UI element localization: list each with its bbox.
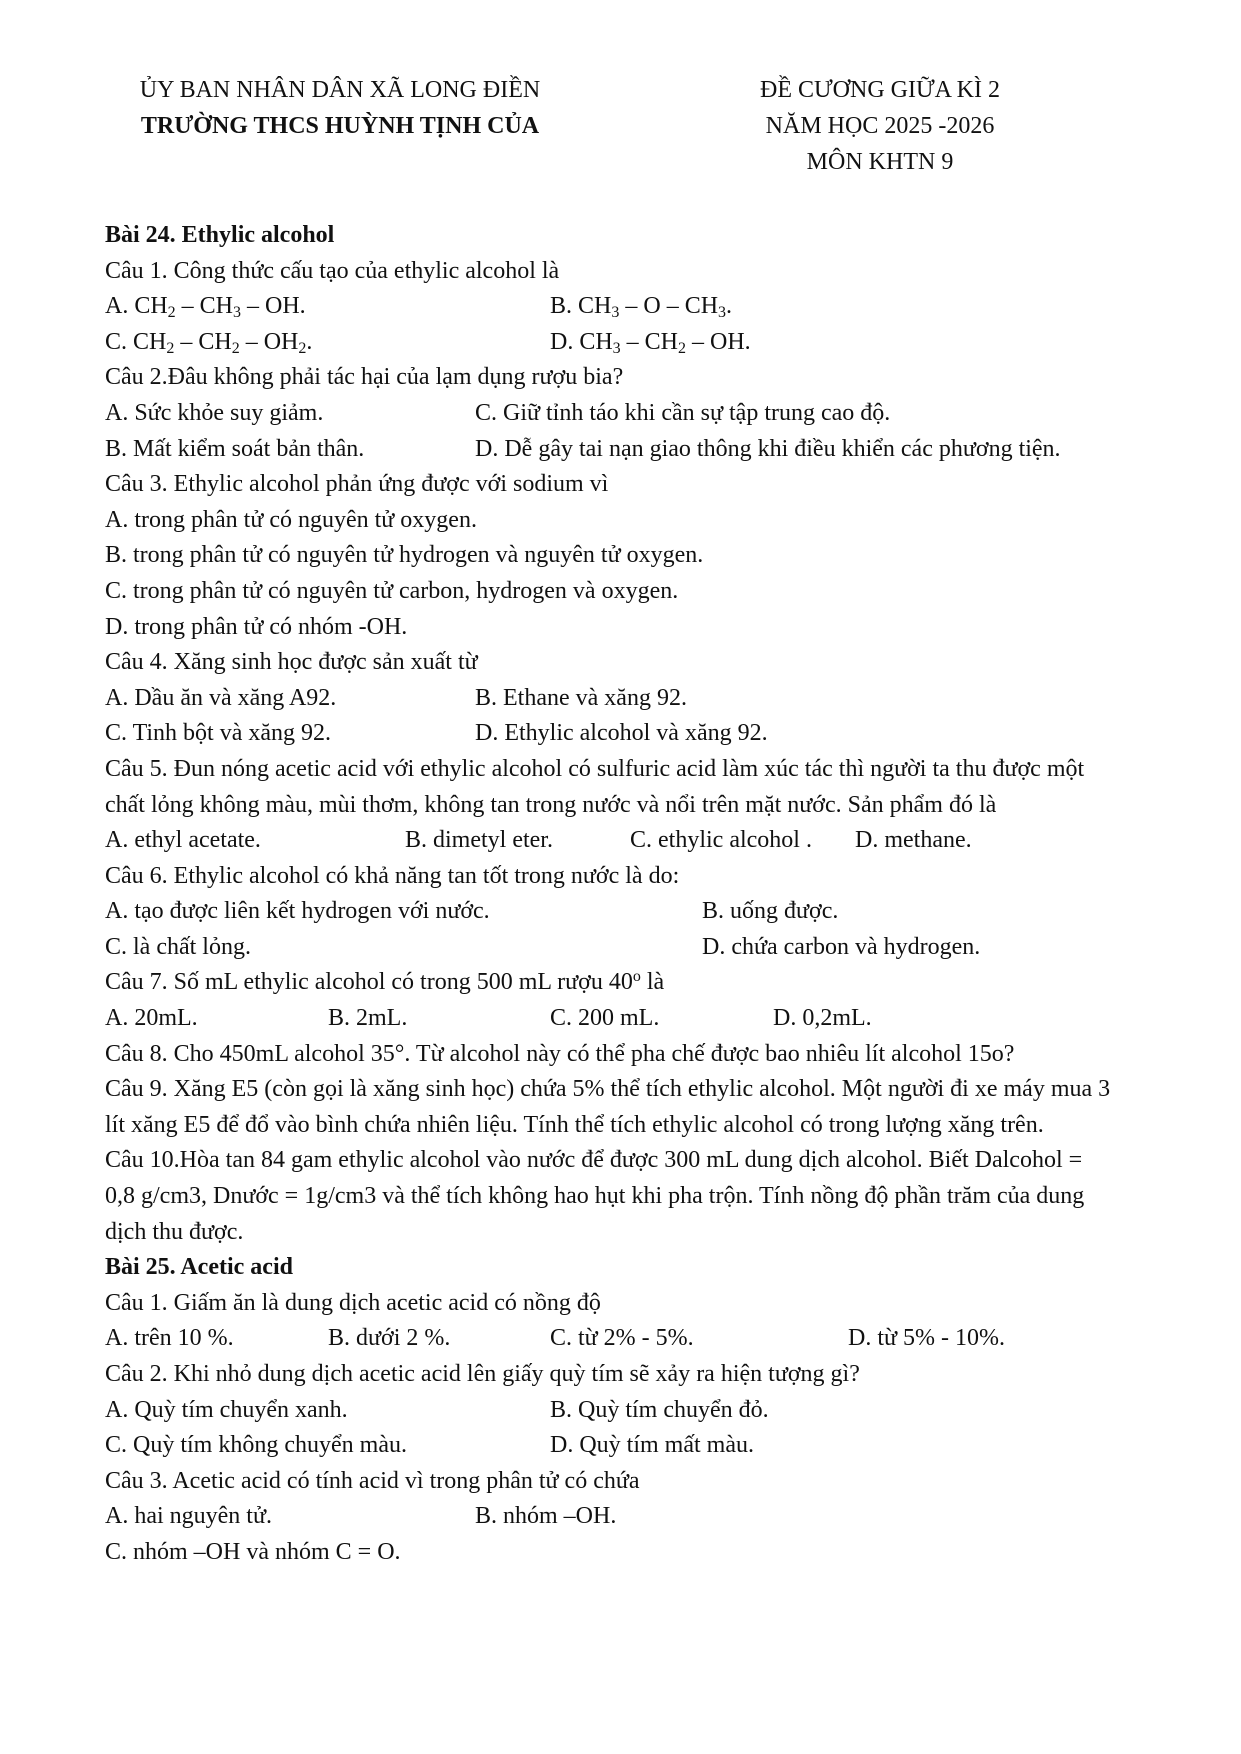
answer-option-d: D. trong phân tử có nhóm -OH. xyxy=(105,613,408,640)
answer-row xyxy=(105,1428,1165,1464)
answer-option-b: B. Mất kiểm soát bản thân. xyxy=(105,435,365,462)
answer-option-a: A. trong phân tử có nguyên tử oxygen. xyxy=(105,506,477,533)
answer-option-a: A. ethyl acetate. xyxy=(105,827,261,854)
question-text: Câu 3. Acetic acid có tính acid vì trong phân tử có chứa xyxy=(105,1467,640,1494)
answer-option-d: D. Ethylic alcohol và xăng 92. xyxy=(475,720,768,747)
answer-option-a: A. 20mL. xyxy=(105,1005,198,1032)
answer-row xyxy=(105,1393,1165,1429)
answer-option-a: A. Quỳ tím chuyển xanh. xyxy=(105,1396,348,1423)
answer-option-c: C. từ 2% - 5%. xyxy=(550,1325,694,1352)
answer-row xyxy=(105,823,1165,859)
answer-option-b: B. Quỳ tím chuyển đỏ. xyxy=(550,1396,769,1423)
answer-option-b: B. $CH_3$ – O – $CH_3$. xyxy=(550,293,733,322)
answer-row xyxy=(105,325,1165,361)
question-text: Câu 2.Đâu không phải tác hại của lạm dụng rượu bia? xyxy=(105,364,624,391)
answer-option-b: B. 2mL. xyxy=(328,1005,408,1032)
answer-option-d: D. methane. xyxy=(855,827,972,854)
answer-option-d: D. chứa carbon và hydrogen. xyxy=(702,933,981,960)
answer-option-d: D. Dễ gây tai nạn giao thông khi điều khiển các phương tiện. xyxy=(475,435,1061,462)
answer-row xyxy=(105,1001,1165,1037)
answer-row xyxy=(105,716,1165,752)
answer-option-d: D. $CH_3 - CH_2$ – OH. xyxy=(550,328,751,357)
subject-name: MÔN KHTN 9 xyxy=(806,149,954,175)
question-text: Câu 1. Công thức cấu tạo của ethylic alcohol là xyxy=(105,257,560,284)
answer-option-c: C. 200 mL. xyxy=(550,1005,660,1032)
answer-option-c: C. Quỳ tím không chuyển màu. xyxy=(105,1432,407,1459)
answer-option-a: A. trên 10 %. xyxy=(105,1325,234,1352)
answer-option-c: C. $CH_2 - CH_2 - OH_2$. xyxy=(105,328,313,357)
answer-option-c: C. nhóm –OH và nhóm C = O. xyxy=(105,1538,401,1565)
answer-row xyxy=(105,396,1165,432)
section-title-bai24: Bài 24. Ethylic alcohol xyxy=(105,222,335,248)
question-text: Câu 4. Xăng sinh học được sản xuất từ xyxy=(105,649,478,676)
question-text: Câu 6. Ethylic alcohol có khả năng tan tốt trong nước là do: xyxy=(105,862,680,889)
answer-option-b: B. trong phân tử có nguyên tử hydrogen và nguyên tử oxygen. xyxy=(105,542,704,569)
answer-option-a: A. hai nguyên tử. xyxy=(105,1503,272,1530)
answer-option-c: C. Tinh bột và xăng 92. xyxy=(105,720,332,747)
school-year: NĂM HỌC 2025 -2026 xyxy=(765,113,995,139)
question-text: Câu 7. Số mL ethylic alcohol có trong 500 mL rượu 40$^o$ là xyxy=(105,968,665,996)
answer-row xyxy=(105,1321,1165,1357)
answer-option-c: C. là chất lỏng. xyxy=(105,933,251,960)
header-left xyxy=(80,72,600,144)
answer-row xyxy=(105,1499,1165,1535)
question-text: Câu 5. Đun nóng acetic acid với ethylic alcohol có sulfuric acid làm xúc tác thì người ta thu được một chất lỏng không màu, mùi thơm, không tan trong nước và nổi trên mặt nước. Sản phẩm đó là xyxy=(105,755,1085,818)
question-text: Câu 3. Ethylic alcohol phản ứng được với sodium vì xyxy=(105,471,609,498)
answer-row xyxy=(105,289,1165,325)
answer-row xyxy=(105,894,1165,930)
answer-option-a: A. Dầu ăn và xăng A92. xyxy=(105,684,337,711)
header-right xyxy=(700,72,1060,180)
answer-option-b: B. dimetyl eter. xyxy=(405,827,553,854)
school-name: TRƯỜNG THCS HUỲNH TỊNH CỦA xyxy=(140,113,540,139)
authority-name: ỦY BAN NHÂN DÂN XÃ LONG ĐIỀN xyxy=(139,77,541,103)
answer-row xyxy=(105,432,1165,468)
question-text: Câu 9. Xăng E5 (còn gọi là xăng sinh học) chứa 5% thể tích ethylic alcohol. Một người đi xe máy mua 3 lít xăng E5 để đổ vào bình chứa nhiên liệu. Tính thể tích ethylic alcohol có trong lượng xăng trên. xyxy=(105,1076,1111,1138)
answer-option-b: B. dưới 2 %. xyxy=(328,1325,451,1352)
answer-option-a: A. Sức khỏe suy giảm. xyxy=(105,399,324,426)
answer-option-a: A. $CH_2 - CH_3$ – OH. xyxy=(105,293,306,322)
answer-option-b: B. Ethane và xăng 92. xyxy=(475,684,687,711)
answer-option-d: D. Quỳ tím mất màu. xyxy=(550,1432,754,1459)
question-text: Câu 2. Khi nhỏ dung dịch acetic acid lên giấy quỳ tím sẽ xảy ra hiện tượng gì? xyxy=(105,1361,860,1387)
answer-row xyxy=(105,681,1165,717)
question-text: Câu 10.Hòa tan 84 gam ethylic alcohol vào nước để được 300 mL dung dịch alcohol. Biết Dalcohol = 0,8 g/cm3, Dnước = 1g/cm3 và thể tích không hao hụt khi pha trộn. Tính nồng độ phần trăm của dung dịch thu được. xyxy=(105,1147,1085,1245)
answer-option-d: D. từ 5% - 10%. xyxy=(848,1325,1005,1352)
document-title: ĐỀ CƯƠNG GIỮA KÌ 2 xyxy=(760,77,1000,103)
document-body xyxy=(105,218,1165,1571)
answer-option-d: D. 0,2mL. xyxy=(773,1005,872,1032)
question-text: Câu 8. Cho 450mL alcohol 35°. Từ alcohol này có thể pha chế được bao nhiêu lít alcohol 15o? xyxy=(105,1040,1015,1067)
question-text: Câu 1. Giấm ăn là dung dịch acetic acid có nồng độ xyxy=(105,1289,601,1316)
section-title-bai25: Bài 25. Acetic acid xyxy=(105,1254,293,1281)
answer-option-b: B. nhóm –OH. xyxy=(475,1503,617,1530)
answer-row xyxy=(105,930,1165,966)
answer-option-a: A. tạo được liên kết hydrogen với nước. xyxy=(105,898,490,925)
answer-option-c: C. ethylic alcohol . xyxy=(630,827,812,854)
answer-option-b: B. uống được. xyxy=(702,898,839,925)
answer-option-c: C. trong phân tử có nguyên tử carbon, hydrogen và oxygen. xyxy=(105,577,679,604)
answer-option-c: C. Giữ tỉnh táo khi cần sự tập trung cao độ. xyxy=(475,399,891,426)
